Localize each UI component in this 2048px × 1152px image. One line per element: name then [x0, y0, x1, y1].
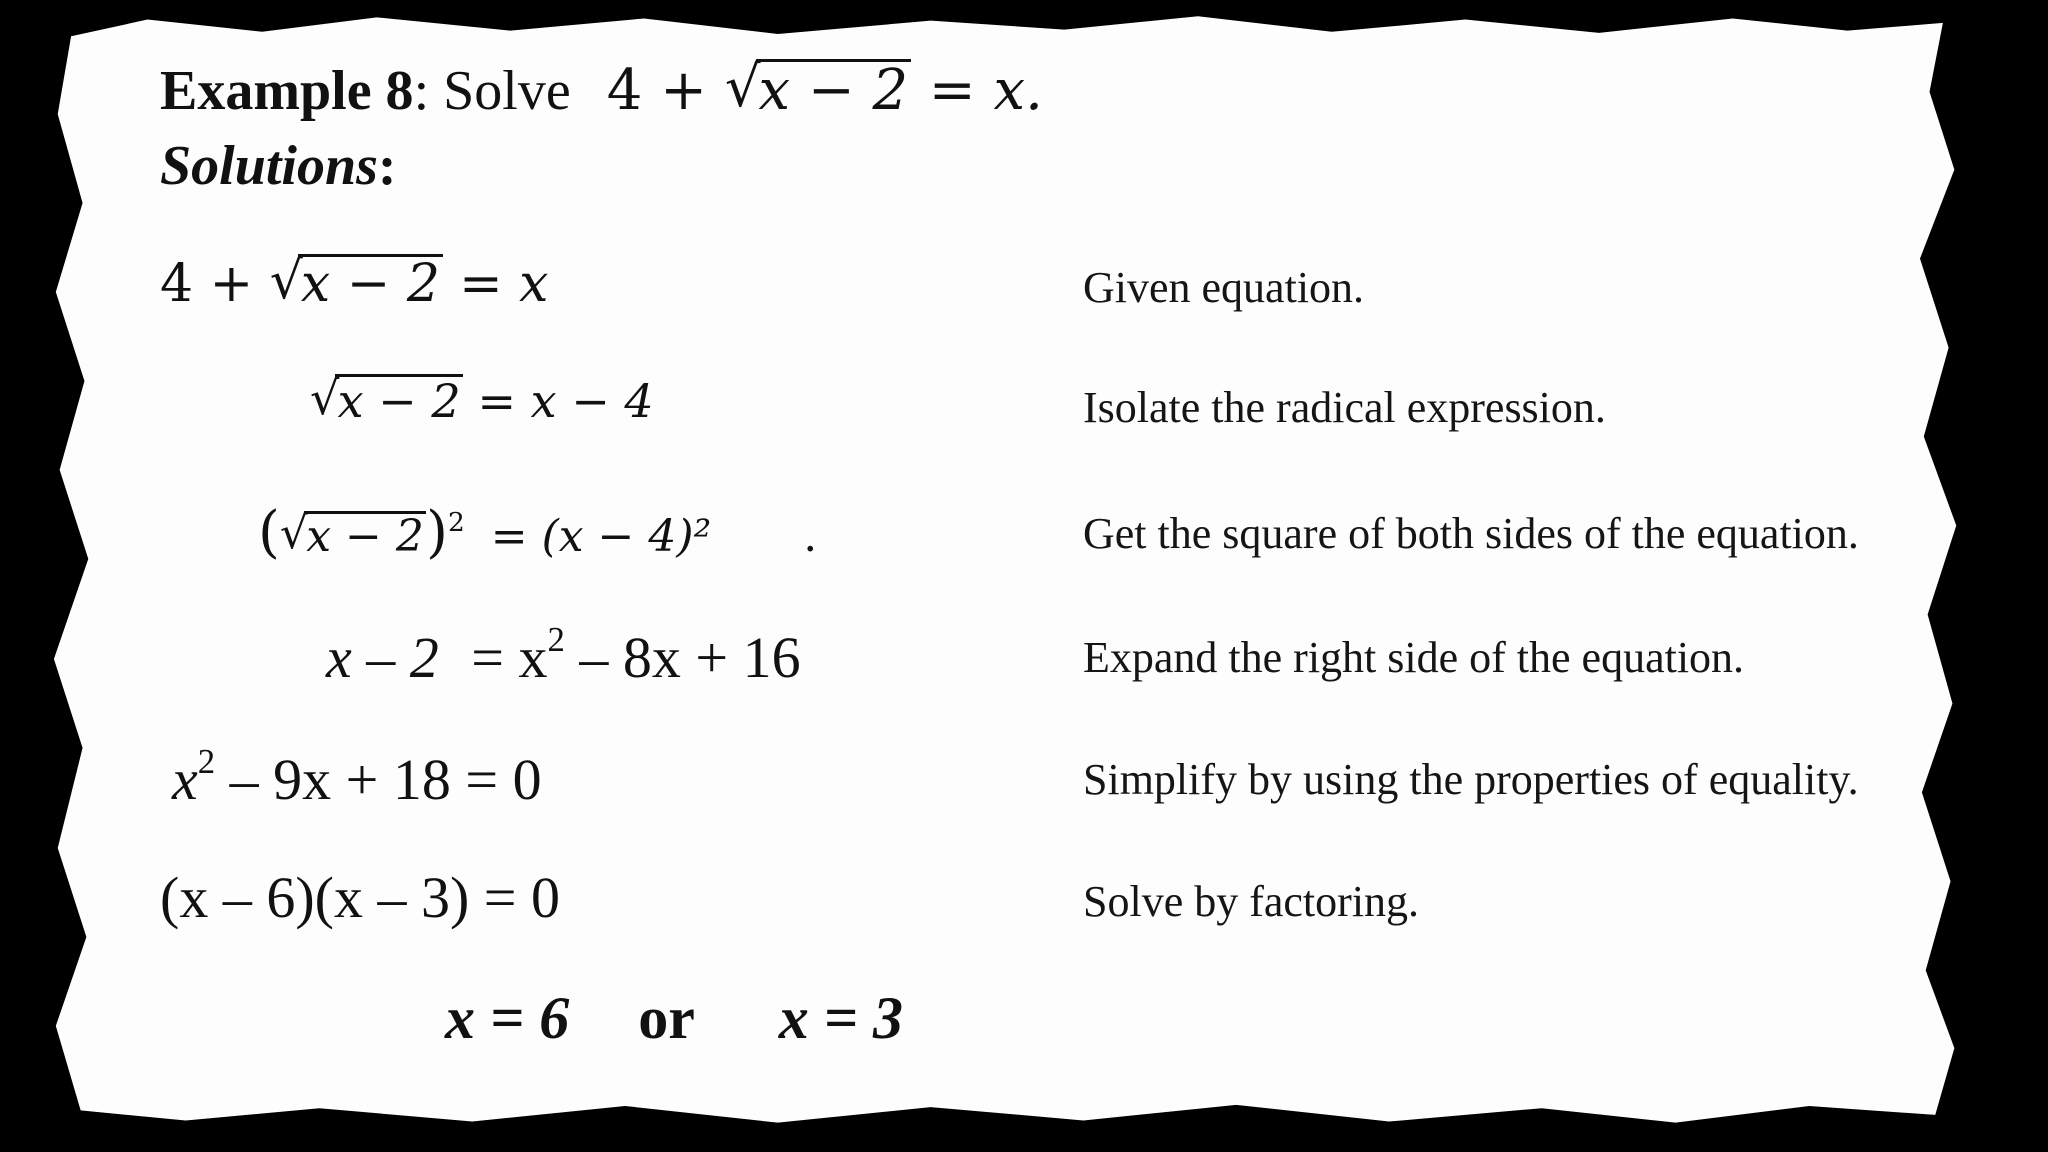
- step-3-explanation: Get the square of both sides of the equation.: [1083, 509, 1859, 558]
- step-4-explanation: Expand the right side of the equation.: [1083, 633, 1745, 682]
- step-4-equation: $x - 2 = x^2 - 8x + 16$: [326, 620, 801, 691]
- step-1-equation: 4 + √ x − 2 = x: [160, 250, 549, 314]
- step-6-explanation: Solve by factoring.: [1083, 877, 1420, 926]
- step-5-explanation: Simplify by using the properties of equality.: [1083, 755, 1859, 804]
- or-word: or: [638, 985, 694, 1051]
- step-3-equation: ( √ x − 2)$^2$ = (x − 4)² .: [258, 500, 818, 565]
- radical: √ x − 2: [725, 58, 911, 123]
- solutions-label: Solutions: [160, 135, 378, 197]
- radical: √ x − 2: [270, 254, 443, 314]
- example-title: [160, 54, 1043, 123]
- radical: √ x − 2: [280, 511, 426, 562]
- solution-one: x = 6: [445, 985, 570, 1051]
- step-2-explanation: Isolate the radical expression.: [1083, 383, 1606, 432]
- example-label: Example 8: [160, 60, 414, 122]
- step-1-explanation: Given equation.: [1083, 263, 1365, 312]
- solutions-heading: Solutions:: [160, 135, 397, 197]
- radical: √ x − 2: [310, 374, 463, 428]
- final-answer: [445, 984, 903, 1053]
- solve-text: : Solve: [413, 60, 571, 122]
- step-2-equation: √ x − 2 = x − 4: [310, 371, 654, 428]
- step-6-equation: (x – 6)(x – 3) = 0: [160, 865, 560, 930]
- step-5-equation: $x^2 - 9x + 18 = 0$: [172, 742, 542, 813]
- title-equation: 4 + √ x − 2 = x.: [606, 54, 1043, 123]
- solution-two: x = 3: [778, 985, 903, 1051]
